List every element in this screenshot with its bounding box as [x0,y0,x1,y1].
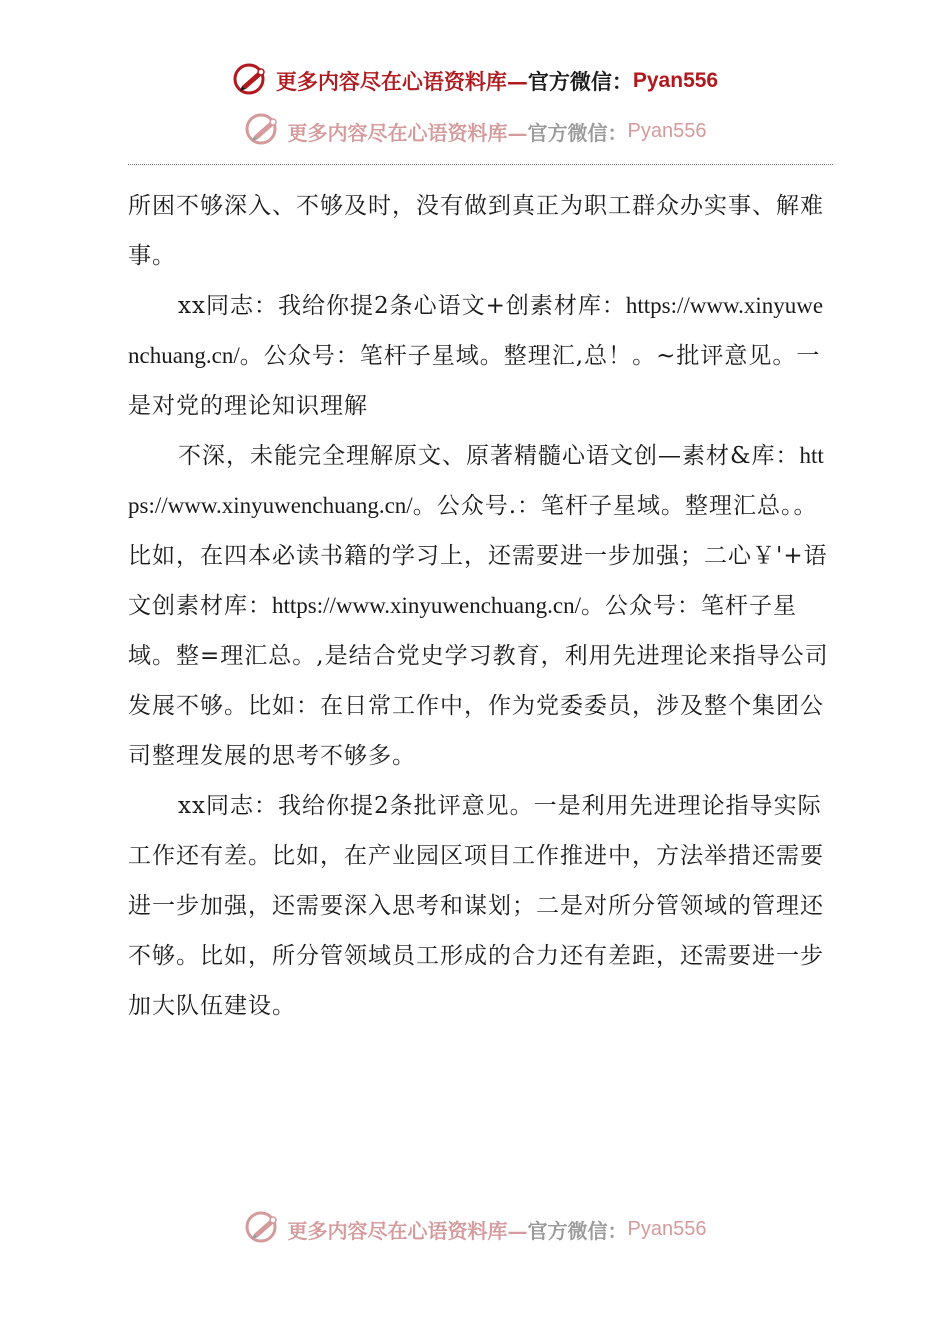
paragraph-3-tail: 。公众号：笔杆子星域。整=理汇总。,是结合党史学习教育，利用先进理论来指导公司发展不够。比如：在日常工作中，作为党委委员，涉及整个集团公司整理发展的思考不够多。 [128,593,829,769]
pen-logo-footer-icon [244,1210,284,1249]
paragraph-1 [128,181,833,281]
header-wechat-label: 官方微信： [527,69,633,94]
footer-wechat-label: 官方微信： [527,1218,628,1243]
document-body [128,181,833,1031]
paragraph-4 [128,781,833,1031]
watermark-banner [0,114,950,148]
footer-wechat-id: Pyan556 [627,1217,707,1240]
pen-logo-watermark-icon [244,112,284,151]
paragraph-3-text: 不深，未能完全理解原文、原著精髓心语文创—素材&库： [178,443,800,469]
paragraph-3-url: https://www.xinyuwenchuang.cn/ [128,443,824,518]
pen-logo-icon [232,62,272,101]
paragraph-2-text: xx同志：我给你提2条心语文+创素材库： [178,293,626,319]
paragraph-3-url-2: https://www.xinyuwenchuang.cn/ [272,593,581,618]
watermark-banner-text: 更多内容尽在心语资料库— [287,120,528,145]
footer-banner-text: 更多内容尽在心语资料库— [287,1218,528,1243]
paragraph-2-url: https://www.xinyuwenchuang.cn/ [128,293,824,368]
watermark-wechat-id: Pyan556 [627,119,707,142]
paragraph-2-tail: 。公众号：笔杆子星域。整理汇,总！。~批评意见。一是对党的理论知识理解 [128,343,821,419]
paragraph-1-text: 所困不够深入、不够及时，没有做到真正为职工群众办实事、解难事。 [128,193,824,269]
paragraph-4-text: xx同志：我给你提2条批评意见。一是利用先进理论指导实际工作还有差。比如，在产业园区项目工作推进中，方法举措还需要进一步加强，还需要深入思考和谋划；二是对所分管领域的管理还不够。比如，所分管领域员工形成的合力还有差距，还需要进一步加大队伍建设。 [128,793,824,1019]
paragraph-2 [128,281,833,431]
header-wechat-id: Pyan556 [632,69,719,92]
footer-banner [0,1212,950,1246]
paragraph-3 [128,431,833,781]
paragraph-3-mid: 。公众号.：笔杆子星域。整理汇总。。比如，在四本必读书籍的学习上，还需要进一步加强；二心￥'+语文创素材库： [128,493,828,619]
watermark-wechat-label: 官方微信： [527,120,628,145]
header-banner-text: 更多内容尽在心语资料库— [275,69,528,94]
header-divider [128,164,833,165]
header-banner [0,64,950,98]
